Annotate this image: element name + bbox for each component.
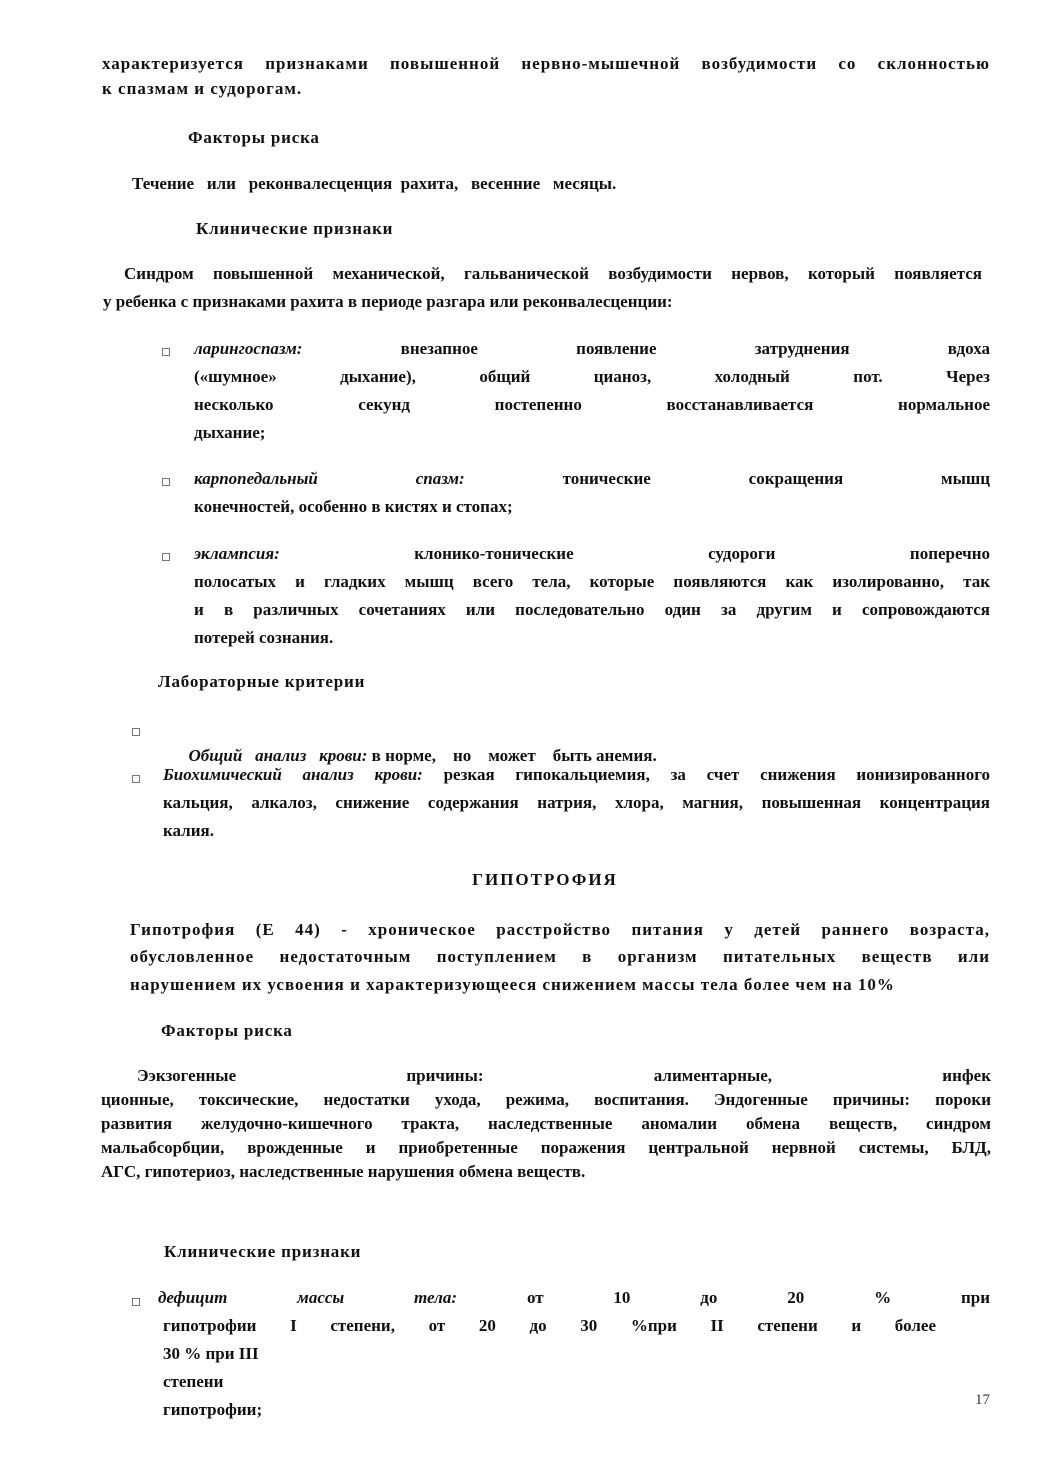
item-line-1-rest: от 10 до 20 % при [526, 1288, 990, 1307]
item-line-1-rest: клонико-тонические судороги поперечно [414, 544, 991, 563]
item-line-2: кальция, алкалоз, снижение содержания натрия, хлора, магния, повышенная концентрация [163, 793, 990, 812]
lab-item-term: Биохимический анализ крови: [163, 765, 423, 784]
risk-factors-line-2: ционные, токсические, недостатки ухода, режима, воспитания. Эндогенные причины: пороки [101, 1090, 991, 1109]
bullet-marker [162, 348, 170, 356]
bullet-marker [132, 1298, 140, 1306]
item-line-2: («шумное» дыхание), общий цианоз, холодный пот. Через [194, 367, 990, 386]
item-line-1 [194, 465, 990, 493]
item-line-1-rest: резкая гипокальциемия, за счет снижения ионизированного [422, 765, 990, 784]
item-line-2: гипотрофии I степени, от 20 до 30 %при II степени и более [163, 1316, 936, 1335]
intro-line-2: к спазмам и судорогам. [102, 79, 303, 98]
item-line-4: потерей сознания. [194, 628, 334, 647]
item-term: ларингоспазм: [194, 339, 303, 358]
risk-factors-line-4: мальабсорбции, врожденные и приобретенные поражения центральной нервной системы, БЛД, [101, 1138, 991, 1157]
risk-factors-line-3: развития желудочно-кишечного тракта, наследственные аномалии обмена веществ, синдром [101, 1114, 991, 1133]
lab-item-text: в норме, но может быть анемия. [367, 746, 657, 765]
definition-line-2: обусловленное недостаточным поступлением в организм питательных веществ или [130, 947, 990, 966]
page-number: 17 [975, 1392, 990, 1408]
risk-factors-line-1: Ээкзогенные причины: алиментарные, инфек [137, 1066, 991, 1085]
clinical-signs-line-2: у ребенка с признаками рахита в периоде разгара или реконвалесценции: [103, 292, 673, 311]
clinical-signs-heading-2: Клинические признаки [164, 1242, 362, 1261]
clinical-signs-line-1: Синдром повышенной механической, гальванической возбудимости нервов, который появляется [124, 264, 982, 283]
risk-factors-heading-2: Факторы риска [161, 1021, 293, 1040]
item-line-1 [163, 761, 990, 789]
item-line-1 [158, 1284, 990, 1312]
bullet-marker [162, 478, 170, 486]
item-line-3: калия. [163, 821, 214, 840]
section-title: ГИПОТРОФИЯ [472, 870, 618, 889]
item-line-2: полосатых и гладких мышц всего тела, которые появляются как изолированно, так [194, 572, 990, 591]
risk-factors-heading: Факторы риска [188, 128, 320, 147]
bullet-marker [162, 553, 170, 561]
item-line-3: 30 % при III степени гипотрофии; [163, 1344, 263, 1419]
item-term: дефицит массы тела: [158, 1288, 458, 1307]
intro-line-1: характеризуется признаками повышенной нервно-мышечной возбудимости со склонностью [102, 54, 990, 73]
clinical-signs-heading: Клинические признаки [196, 219, 394, 238]
item-line-3: несколько секунд постепенно восстанавливается нормальное [194, 395, 990, 414]
definition-line-1: Гипотрофия (Е 44) - хроническое расстройство питания у детей раннего возраста, [130, 920, 990, 939]
risk-factors-text: Течение или реконвалесценция рахита, весенние месяцы. [132, 174, 617, 193]
risk-factors-line-5: АГС, гипотериоз, наследственные нарушения обмена веществ. [101, 1162, 586, 1181]
item-line-1 [194, 540, 990, 568]
item-term: карпопедальный спазм: [194, 469, 465, 488]
lab-item-term: Общий анализ крови: [188, 746, 368, 765]
item-line-4: дыхание; [194, 423, 266, 442]
bullet-marker [132, 728, 140, 736]
item-term: эклампсия: [194, 544, 280, 563]
item-line-2: конечностей, особенно в кистях и стопах; [194, 497, 513, 516]
item-line-1-rest: внезапное появление затруднения вдоха [400, 339, 991, 358]
lab-criteria-heading: Лабораторные критерии [158, 672, 366, 691]
definition-line-3: нарушением их усвоения и характеризующееся снижением массы тела более чем на 10% [130, 975, 895, 994]
item-line-1 [194, 335, 990, 363]
item-line-1-rest: тонические сокращения мышц [562, 469, 991, 488]
item-line-3: и в различных сочетаниях или последовательно один за другим и сопровождаются [194, 600, 990, 619]
bullet-marker [132, 775, 140, 783]
